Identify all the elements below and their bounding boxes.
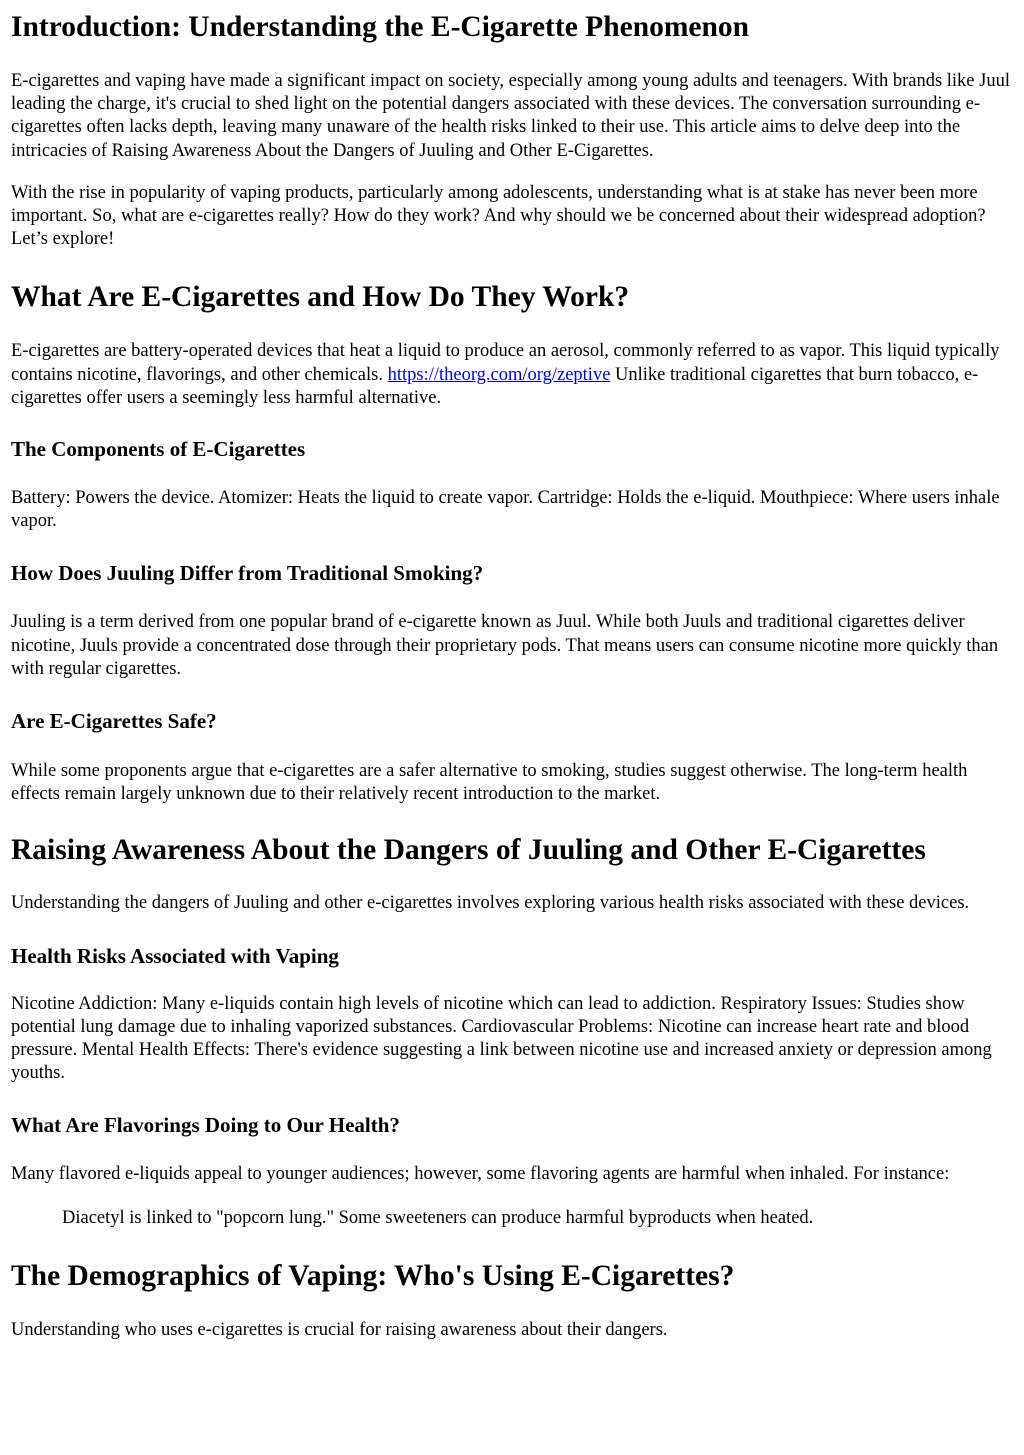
flavorings-heading: What Are Flavorings Doing to Our Health? <box>11 1113 400 1138</box>
safety-heading: Are E-Cigarettes Safe? <box>11 709 217 734</box>
what-text-after-link: Unlike traditional cigarettes that burn tobacco, e-cigarettes offer users a seemingly less harmful alternative. <box>11 364 979 408</box>
components-heading: The Components of E-Cigarettes <box>11 437 306 462</box>
flavorings-paragraph: Many flavored e-liquids appeal to younger audiences; however, some flavoring agents are harmful when inhaled. For instance: <box>11 1164 950 1185</box>
health-risks-paragraph: Nicotine Addiction: Many e-liquids contain high levels of nicotine which can lead to addiction. Respiratory Issues: Studies show potential lung damage due to inhaling vaporized substances. Cardiovascular Problems: Nicotine can increase heart rate and blood pressure. Mental Health Effects: There's evidence suggesting a link between nicotine use and increased anxiety or depression among youths. <box>11 993 992 1084</box>
juuling-heading: How Does Juuling Differ from Traditional Smoking? <box>11 561 484 586</box>
what-are-ecigs-heading: What Are E-Cigarettes and How Do They Work? <box>11 281 630 314</box>
demographics-heading: The Demographics of Vaping: Who's Using E-Cigarettes? <box>11 1259 735 1292</box>
intro-heading: Introduction: Understanding the E-Cigarette Phenomenon <box>11 11 750 43</box>
raising-awareness-heading: Raising Awareness About the Dangers of Juuling and Other E-Cigarettes <box>11 834 926 867</box>
zeptive-link[interactable]: https://theorg.com/org/zeptive <box>387 364 611 385</box>
safety-paragraph: While some proponents argue that e-cigarettes are a safer alternative to smoking, studies suggest otherwise. The long-term health effects remain largely unknown due to their relatively recent introduction to the market. <box>11 761 968 805</box>
intro-paragraph-1: E-cigarettes and vaping have made a significant impact on society, especially among young adults and teenagers. With brands like Juul leading the charge, it's crucial to shed light on the potential dangers associated with these devices. The conversation surrounding e-cigarettes often lacks depth, leaving many unaware of the health risks linked to their use. This article aims to delve deep into the intricacies of Raising Awareness About the Dangers of Juuling and Other E-Cigarettes. <box>11 71 1010 161</box>
juuling-paragraph: Juuling is a term derived from one popular brand of e-cigarette known as Juul. While both Juuls and traditional cigarettes deliver nicotine, Juuls provide a concentrated dose through their proprietary pods. That means users can consume nicotine more quickly than with regular cigarettes. <box>11 612 999 679</box>
health-risks-heading: Health Risks Associated with Vaping <box>11 943 339 968</box>
components-paragraph: Battery: Powers the device. Atomizer: Heats the liquid to create vapor. Cartridge: Holds the e-liquid. Mouthpiece: Where users inhale vapor. <box>11 488 1000 532</box>
article <box>0 9 1024 1342</box>
demographics-paragraph: Understanding who uses e-cigarettes is crucial for raising awareness about their dangers. <box>11 1319 668 1340</box>
intro-paragraph-2: With the rise in popularity of vaping products, particularly among adolescents, understanding what is at stake has never been more important. So, what are e-cigarettes really? How do they work? And why should we be concerned about their widespread adoption? Let’s explore! <box>11 182 986 250</box>
raising-awareness-paragraph: Understanding the dangers of Juuling and other e-cigarettes involves exploring various health risks associated with these devices. <box>11 893 970 914</box>
flavorings-quote: Diacetyl is linked to "popcorn lung." Some sweeteners can produce harmful byproducts when heated. <box>62 1207 814 1228</box>
what-text-before-link: E-cigarettes are battery-operated devices that heat a liquid to produce an aerosol, commonly referred to as vapor. This liquid typically contains nicotine, flavorings, and other chemicals. <box>11 341 1000 385</box>
what-are-ecigs-paragraph <box>11 340 1014 410</box>
